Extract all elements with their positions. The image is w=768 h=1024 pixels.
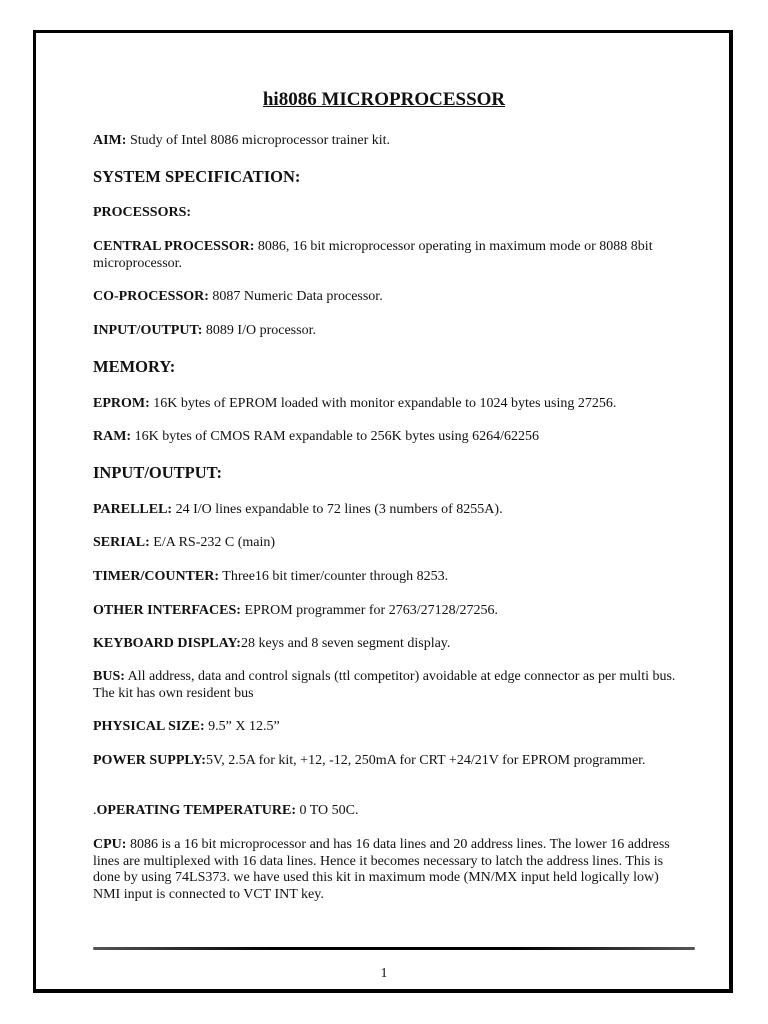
parallel-paragraph — [93, 502, 681, 519]
power-supply-text: 5V, 2.5A for kit, +12, -12, 250mA for CRT +24/21V for EPROM programmer. — [205, 753, 646, 768]
operating-temperature-text: 0 TO 50C. — [296, 803, 359, 818]
processors-heading: PROCESSORS: — [93, 205, 192, 220]
footer-rule — [93, 947, 695, 950]
timer-label: TIMER/COUNTER: — [93, 569, 220, 584]
other-interfaces-paragraph — [93, 603, 681, 620]
coprocessor-text: 8087 Numeric Data processor. — [208, 289, 383, 304]
bus-paragraph — [93, 669, 681, 702]
other-interfaces-label: OTHER INTERFACES: — [93, 603, 241, 618]
timer-text: Three16 bit timer/counter through 8253. — [219, 569, 449, 584]
parallel-label: PARELLEL: — [93, 502, 173, 517]
power-supply-label: POWER SUPPLY: — [93, 753, 206, 768]
central-processor-paragraph — [93, 239, 681, 272]
input-output-heading: INPUT/OUTPUT: — [93, 463, 222, 482]
physical-size-label: PHYSICAL SIZE: — [93, 719, 205, 734]
serial-label: SERIAL: — [93, 535, 150, 550]
ram-paragraph — [93, 429, 681, 446]
io-processor-paragraph — [93, 323, 681, 340]
other-interfaces-text: EPROM programmer for 2763/27128/27256. — [240, 603, 498, 618]
system-spec-heading: SYSTEM SPECIFICATION: — [93, 167, 301, 186]
keyboard-display-paragraph — [93, 636, 681, 653]
operating-temperature-label: OPERATING TEMPERATURE: — [96, 803, 297, 818]
serial-paragraph — [93, 535, 681, 552]
bus-text: All address, data and control signals (ttl competitor) avoidable at edge connector as per multi bus. The kit has own resident bus — [93, 669, 676, 701]
bus-label: BUS: — [93, 669, 125, 684]
parallel-text: 24 I/O lines expandable to 72 lines (3 numbers of 8255A). — [172, 502, 503, 517]
physical-size-paragraph — [93, 719, 681, 736]
keyboard-display-label: KEYBOARD DISPLAY: — [93, 636, 241, 651]
page-number: 1 — [380, 966, 388, 981]
keyboard-display-text: 28 keys and 8 seven segment display. — [240, 636, 451, 651]
io-processor-text: 8089 I/O processor. — [202, 323, 316, 338]
io-processor-label: INPUT/OUTPUT: — [93, 323, 203, 338]
operating-temperature-paragraph — [93, 803, 681, 820]
serial-text: E/A RS-232 C (main) — [149, 535, 276, 550]
coprocessor-label: CO-PROCESSOR: — [93, 289, 209, 304]
memory-heading: MEMORY: — [93, 357, 176, 376]
cpu-label: CPU: — [93, 837, 127, 852]
operating-temperature-prefix: . — [93, 803, 97, 818]
aim-text: Study of Intel 8086 microprocessor trainer kit. — [126, 133, 391, 148]
ram-label: RAM: — [93, 429, 132, 444]
aim-paragraph — [93, 133, 681, 150]
central-processor-label: CENTRAL PROCESSOR: — [93, 239, 255, 254]
ram-text: 16K bytes of CMOS RAM expandable to 256K bytes using 6264/62256 — [131, 429, 540, 444]
cpu-text: 8086 is a 16 bit microprocessor and has 16 data lines and 20 address lines. The lower 16 address lines are multiplexed with 16 data lines. Hence it becomes necessary to latch the address lines. This is done by using 74LS373. we have used this kit in maximum mode (MN/MX input held logically low) NMI input is connected to VCT INT key. — [93, 837, 670, 902]
eprom-label: EPROM: — [93, 396, 150, 411]
eprom-paragraph — [93, 396, 681, 413]
timer-paragraph — [93, 569, 681, 586]
page-title: hi8086 MICROPROCESSOR — [262, 89, 506, 110]
cpu-paragraph — [93, 837, 681, 903]
coprocessor-paragraph — [93, 289, 681, 306]
power-supply-paragraph — [93, 753, 681, 770]
aim-label: AIM: — [93, 133, 127, 148]
eprom-text: 16K bytes of EPROM loaded with monitor expandable to 1024 bytes using 27256. — [149, 396, 617, 411]
physical-size-text: 9.5” X 12.5” — [204, 719, 280, 734]
central-processor-text: 8086, 16 bit microprocessor operating in maximum mode or 8088 8bit microprocessor. — [93, 239, 653, 271]
